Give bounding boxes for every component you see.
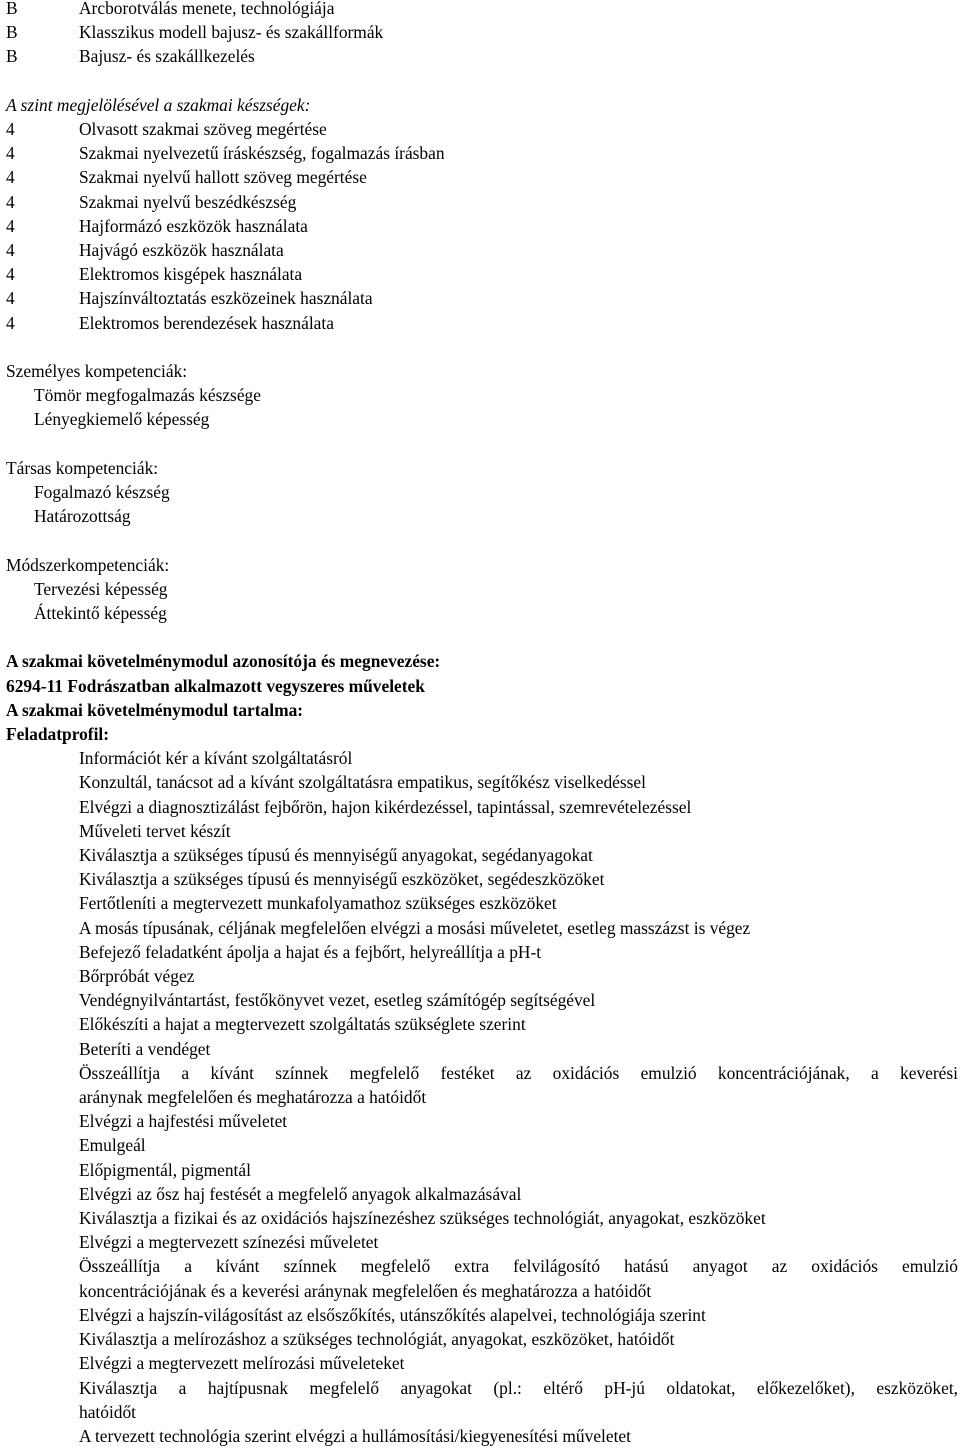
skills-list xyxy=(6,117,958,335)
item-text: Szakmai nyelvezetű íráskészség, fogalmazás írásban xyxy=(79,143,445,164)
task-item: Információt kér a kívánt szolgáltatásról xyxy=(79,748,353,769)
list-item xyxy=(6,141,958,165)
level-marker: 4 xyxy=(6,288,15,309)
level-marker: 4 xyxy=(6,119,15,139)
level-marker: 4 xyxy=(6,191,15,212)
top-item-list xyxy=(6,0,958,69)
list-item xyxy=(6,117,958,141)
list-item xyxy=(6,44,958,68)
document-page xyxy=(6,0,958,1448)
task-item: Emulgeál xyxy=(79,1135,146,1156)
level-marker: 4 xyxy=(6,143,15,164)
competency-item: Határozottság xyxy=(34,506,131,527)
competency-item: Tervezési képesség xyxy=(34,578,168,599)
spacer xyxy=(6,69,958,93)
item-text: Hajszínváltoztatás eszközeinek használata xyxy=(79,288,373,309)
task-item: Elvégzi a diagnosztizálást fejbőrön, hajon kikérdezéssel, tapintással, szemrevételezéssel xyxy=(79,796,692,817)
spacer xyxy=(6,528,958,552)
spacer xyxy=(6,335,958,359)
list-item xyxy=(6,0,958,20)
item-text: Klasszikus modell bajusz- és szakállformák xyxy=(79,22,384,43)
personal-competencies-heading: Személyes kompetenciák: xyxy=(6,361,188,382)
spacer xyxy=(6,625,958,649)
task-item: Kiválasztja a hajtípusnak megfelelő anyagokat (pl.: eltérő pH-jú oldatokat, előkezelőket), eszközöket, xyxy=(79,1377,958,1398)
list-item xyxy=(6,190,958,214)
skills-heading: A szint megjelölésével a szakmai készségek: xyxy=(6,94,311,115)
item-text: Szakmai nyelvű hallott szöveg megértése xyxy=(79,167,367,188)
item-text: Bajusz- és szakállkezelés xyxy=(79,46,255,67)
task-item: Kiválasztja a fizikai és az oxidációs hajszínezéshez szükséges technológiát, anyagokat, eszközöket xyxy=(79,1208,766,1229)
module-content-label: A szakmai követelménymodul tartalma: xyxy=(6,699,304,720)
task-item-continuation: aránynak megfelelően és meghatározza a hatóidőt xyxy=(79,1087,427,1108)
task-item: A tervezett technológia szerint elvégzi a hullámosítási/kiegyenesítési műveletet xyxy=(79,1425,631,1446)
task-item: Konzultál, tanácsot ad a kívánt szolgáltatásra empatikus, segítőkész viselkedéssel xyxy=(79,772,646,793)
item-text: Arcborotválás menete, technológiája xyxy=(79,0,335,18)
task-item: Elvégzi az ősz haj festését a megfelelő anyagok alkalmazásával xyxy=(79,1183,522,1204)
task-item-continuation: koncentrációjának és a keverési aránynak megfelelően és meghatározza a hatóidőt xyxy=(79,1280,652,1301)
item-text: Olvasott szakmai szöveg megértése xyxy=(79,119,327,139)
task-item: Bőrpróbát végez xyxy=(79,966,195,987)
list-item xyxy=(6,214,958,238)
list-item xyxy=(6,238,958,262)
task-item: Fertőtleníti a megtervezett munkafolyamathoz szükséges eszközöket xyxy=(79,893,557,914)
task-item: Vendégnyilvántartást, festőkönyvet vezet, esetleg számítógép segítségével xyxy=(79,990,596,1011)
task-item: Előkészíti a hajat a megtervezett szolgáltatás szükséglete szerint xyxy=(79,1014,526,1035)
task-item: Kiválasztja a szükséges típusú és mennyiségű eszközöket, segédeszközöket xyxy=(79,869,605,890)
task-item: Befejező feladatként ápolja a hajat és a fejbőrt, helyreállítja a pH-t xyxy=(79,941,542,962)
task-item: Előpigmentál, pigmentál xyxy=(79,1159,251,1180)
task-item: Összeállítja a kívánt színnek megfelelő extra felvilágosító hatású anyagot az oxidációs emulzió xyxy=(79,1256,958,1277)
social-competencies-heading: Társas kompetenciák: xyxy=(6,457,159,478)
task-profile-label: Feladatprofil: xyxy=(6,724,110,745)
competency-item: Lényegkiemelő képesség xyxy=(34,409,210,430)
item-text: Hajvágó eszközök használata xyxy=(79,240,284,261)
task-item: Beteríti a vendéget xyxy=(79,1038,211,1059)
task-item-continuation: hatóidőt xyxy=(79,1401,136,1422)
level-marker: B xyxy=(6,22,18,43)
competency-item: Tömör megfogalmazás készsége xyxy=(34,385,261,406)
module-id-value: 6294-11 Fodrászatban alkalmazott vegyszeres műveletek xyxy=(6,675,425,696)
task-list xyxy=(6,746,958,1448)
list-item xyxy=(6,20,958,44)
list-item xyxy=(6,286,958,310)
task-item: Elvégzi a hajfestési műveletet xyxy=(79,1111,288,1132)
method-competencies-heading: Módszerkompetenciák: xyxy=(6,554,170,575)
item-text: Elektromos kisgépek használata xyxy=(79,264,303,285)
task-item: Elvégzi a hajszín-világosítást az elsőszőkítés, utánszőkítés alapelvei, technológiája szerint xyxy=(79,1304,706,1325)
item-text: Szakmai nyelvű beszédkészség xyxy=(79,191,297,212)
level-marker: 4 xyxy=(6,312,15,333)
list-item xyxy=(6,262,958,286)
item-text: Hajformázó eszközök használata xyxy=(79,215,308,236)
task-item: Kiválasztja a melírozáshoz a szükséges technológiát, anyagokat, eszközöket, hatóidőt xyxy=(79,1329,675,1350)
level-marker: 4 xyxy=(6,215,15,236)
competency-item: Fogalmazó készség xyxy=(34,482,170,503)
task-item: Kiválasztja a szükséges típusú és mennyiségű anyagokat, segédanyagokat xyxy=(79,845,593,866)
module-id-label: A szakmai követelménymodul azonosítója és megnevezése: xyxy=(6,651,441,672)
task-item: A mosás típusának, céljának megfelelően elvégzi a mosási műveletet, esetleg masszázst is végez xyxy=(79,917,751,938)
level-marker: B xyxy=(6,0,18,18)
list-item xyxy=(6,165,958,189)
level-marker: B xyxy=(6,46,18,67)
level-marker: 4 xyxy=(6,167,15,188)
list-item xyxy=(6,311,958,335)
level-marker: 4 xyxy=(6,264,15,285)
spacer xyxy=(6,432,958,456)
level-marker: 4 xyxy=(6,240,15,261)
task-item: Műveleti tervet készít xyxy=(79,820,231,841)
task-item: Elvégzi a megtervezett melírozási műveleteket xyxy=(79,1353,405,1374)
competency-item: Áttekintő képesség xyxy=(34,603,167,624)
task-item: Elvégzi a megtervezett színezési műveletet xyxy=(79,1232,379,1253)
task-item: Összeállítja a kívánt színnek megfelelő festéket az oxidációs emulzió koncentrációjának, a keverési xyxy=(79,1062,958,1083)
item-text: Elektromos berendezések használata xyxy=(79,312,334,333)
